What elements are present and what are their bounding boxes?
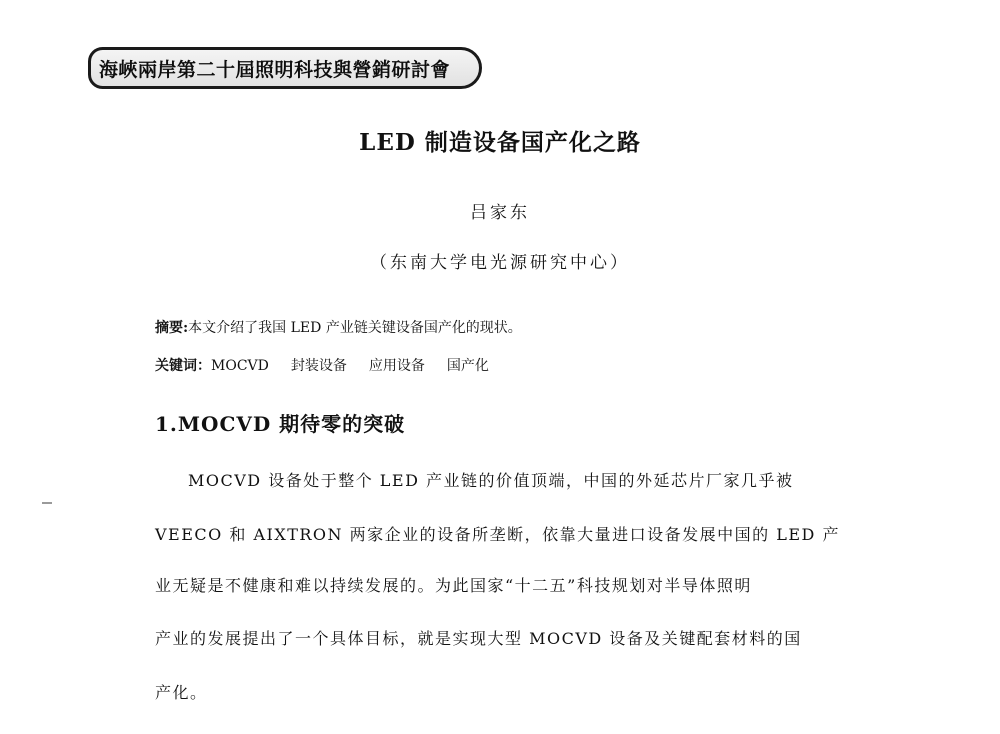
conference-banner <box>88 47 482 89</box>
paragraph-line: VEECO 和 AIXTRON 两家企业的设备所垄断，依靠大量进口设备发展中国的 LED 产 <box>155 525 840 544</box>
paragraph-line: 产化。 <box>155 683 208 702</box>
keyword-item: 应用设备 <box>368 358 425 374</box>
paper-author: 吕家东 <box>470 203 530 223</box>
paper-title: LED 制造设备国产化之路 <box>359 129 641 156</box>
keywords-label: 关键词： <box>155 358 211 374</box>
paragraph-line: MOCVD 设备处于整个 LED 产业链的价值顶端，中国的外延芯片厂家几乎被 <box>188 471 794 490</box>
keyword-item: MOCVD <box>211 358 269 374</box>
keywords-line <box>155 355 511 375</box>
abstract-text: 本文介绍了我国 LED 产业链关键设备国产化的现状。 <box>188 320 522 336</box>
conference-banner-text: 海峽兩岸第二十屆照明科技與營銷研討會 <box>99 58 451 81</box>
section-heading: 1.MOCVD 期待零的突破 <box>155 412 406 436</box>
abstract-label: 摘要: <box>155 320 189 336</box>
abstract-line <box>155 317 522 337</box>
paper-affiliation: （东南大学电光源研究中心） <box>370 253 630 273</box>
paragraph-line: 产业的发展提出了一个具体目标，就是实现大型 MOCVD 设备及关键配套材料的国 <box>155 629 802 648</box>
keyword-item: 封装设备 <box>290 358 347 374</box>
paragraph-line: 业无疑是不健康和难以持续发展的。为此国家“十二五”科技规划对半导体照明 <box>155 576 752 595</box>
keyword-item: 国产化 <box>446 358 489 374</box>
scan-artifact <box>42 502 52 504</box>
